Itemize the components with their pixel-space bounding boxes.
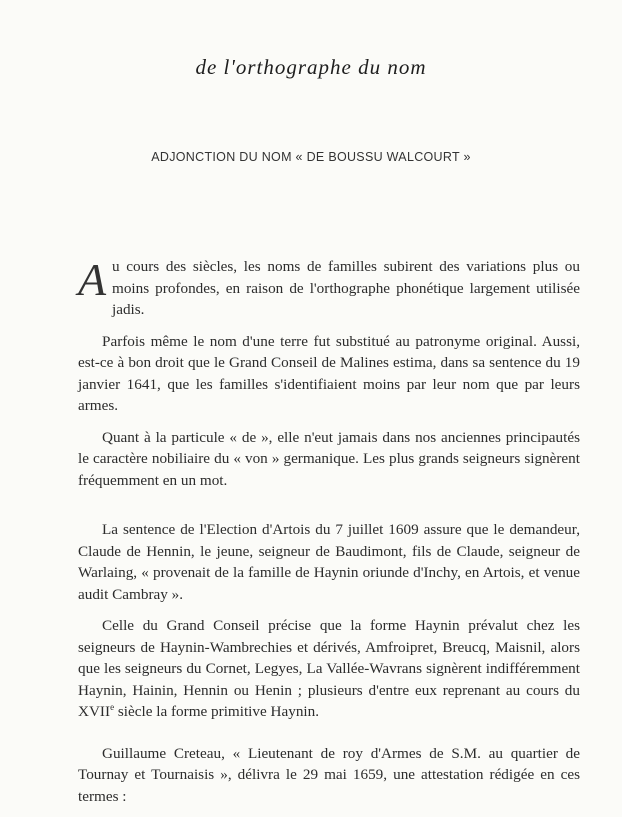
paragraph-5-text-b: siècle la forme primitive Haynin. (114, 703, 320, 720)
paragraph-1-text: u cours des siècles, les noms de familles subirent des variations plus ou moins profondes, en raison de l'orthographe phonétique largement utilisée jadis. (112, 258, 580, 318)
paragraph-4: La sentence de l'Election d'Artois du 7 juillet 1609 assure que le demandeur, Claude de Hennin, le jeune, seigneur de Baudimont, fils de Claude, seigneur de Warlaing, « provenait de la famille de Haynin oriunde d'Inchy, en Artois, et venue audit Cambray ». (78, 521, 580, 603)
paragraph-6: Guillaume Creteau, « Lieutenant de roy d'Armes de S.M. au quartier de Tournay et Tournaisis », délivra le 29 mai 1659, une attestation rédigée en ces termes : (78, 744, 580, 805)
century-superscript: e (110, 701, 115, 712)
paragraph-2: Parfois même le nom d'une terre fut substitué au patronyme original. Aussi, est-ce à bon droit que le Grand Conseil de Malines estima, dans sa sentence du 19 janvier 1641, que les familles s'identifiaient moins par leur nom que par leurs armes. (78, 332, 580, 414)
spacer (78, 733, 580, 743)
paragraph-5 (78, 615, 580, 723)
section-title: ADJONCTION DU NOM « DE BOUSSU WALCOURT » (151, 150, 471, 164)
body-text (78, 256, 580, 817)
paragraph-1 (78, 256, 580, 321)
spacer (78, 501, 580, 519)
paragraph-3: Quant à la particule « de », elle n'eut jamais dans nos anciennes principautés le caractère nobiliaire du « von » germanique. Les plus grands seigneurs signèrent fréquemment en un mot. (78, 428, 580, 489)
paragraph-5-text-a: Celle du Grand Conseil précise que la forme Haynin prévalut chez les seigneurs de Haynin-Wambrechies et dérivés, Amfroipret, Breucq, Maisnil, alors que les seigneurs du Cornet, Legyes, La Vallée-Wavrans signèrent indifféremment Haynin, Hainin, Hennin ou Henin ; plusieurs d'entre eux reprenant au cours du XVII (78, 617, 580, 720)
drop-cap: A (78, 254, 107, 305)
chapter-title: de l'orthographe du nom (195, 55, 427, 79)
